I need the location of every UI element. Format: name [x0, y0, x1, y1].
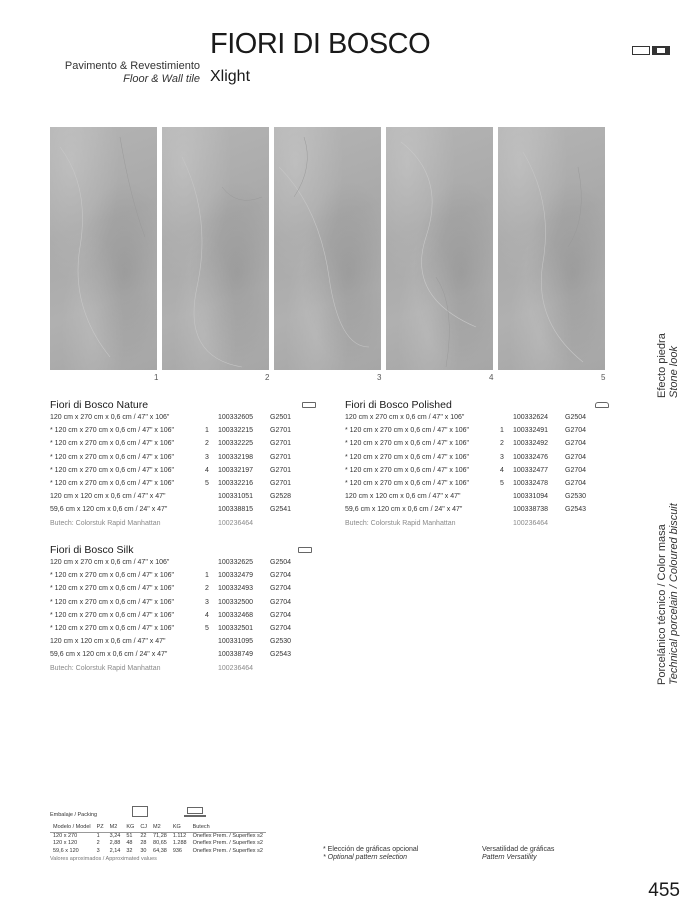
product-code: 100332468	[218, 611, 254, 619]
product-row	[345, 503, 609, 516]
packing-table	[50, 812, 266, 862]
product-row	[50, 556, 312, 569]
product-row	[50, 648, 312, 661]
product-row	[50, 609, 312, 622]
packing-row	[50, 848, 266, 856]
product-code: 100332493	[218, 585, 254, 593]
pattern-number	[205, 648, 218, 661]
pattern-number	[205, 556, 218, 569]
tile-image-1	[50, 127, 157, 370]
floor-format-icon	[652, 46, 670, 55]
product-code: 100332215	[218, 427, 254, 435]
packing-cell: 2,14	[109, 847, 121, 854]
pattern-number: 3	[205, 453, 209, 461]
grade-code: G2701	[270, 453, 292, 461]
product-row	[50, 451, 316, 464]
packing-header-cell: Modelo / Model	[50, 824, 94, 832]
grade-code: G2701	[270, 440, 292, 448]
packing-cell: Oneflex Prem. / Superflex s2	[192, 832, 263, 839]
packing-cell: 22	[140, 832, 147, 839]
butech-row	[345, 517, 609, 530]
grade-code: G2704	[270, 624, 292, 632]
product-code: 100332625	[218, 559, 254, 566]
packing-header-cell: Butech	[190, 824, 266, 832]
product-row	[50, 503, 316, 516]
product-code: 100338749	[218, 651, 254, 659]
format-size: 120 cm x 270 cm x 0,6 cm / 47" x 106"	[345, 414, 465, 421]
format-size: 120 cm x 270 cm x 0,6 cm / 47" x 106"	[50, 559, 170, 566]
grade-code: G2704	[565, 466, 587, 474]
packing-icons	[132, 806, 206, 817]
category-label-en: Floor & Wall tile	[123, 73, 200, 85]
grade-code: G2543	[270, 651, 292, 659]
butech-label: Butech: Colorstuk Rapid Manhattan	[345, 519, 456, 527]
packing-header-cell: M2	[107, 824, 124, 832]
pattern-number	[205, 635, 218, 648]
format-size: 59,6 cm x 120 cm x 0,6 cm / 24" x 47"	[345, 506, 463, 514]
pattern-number: 2	[205, 440, 209, 448]
packing-row	[50, 832, 266, 840]
product-row	[50, 424, 316, 437]
product-row	[345, 464, 609, 477]
format-size: 120 cm x 270 cm x 0,6 cm / 47" x 106"	[50, 414, 170, 421]
product-code: 100332492	[513, 440, 549, 448]
format-size: * 120 cm x 270 cm x 0,6 cm / 47" x 106"	[50, 466, 175, 474]
format-size: * 120 cm x 270 cm x 0,6 cm / 47" x 106"	[50, 585, 175, 593]
format-size: * 120 cm x 270 cm x 0,6 cm / 47" x 106"	[345, 453, 470, 461]
grade-code: G2504	[270, 559, 292, 566]
product-row	[345, 437, 609, 450]
wall-format-icon	[632, 46, 650, 55]
product-row	[50, 477, 316, 490]
pattern-number: 4	[205, 611, 209, 619]
grade-code: G2701	[270, 466, 292, 474]
pattern-number	[500, 503, 513, 516]
product-row	[50, 464, 316, 477]
product-row	[50, 582, 312, 595]
pattern-number: 2	[205, 585, 209, 593]
format-size: * 120 cm x 270 cm x 0,6 cm / 47" x 106"	[345, 466, 470, 474]
tile-number: 1	[154, 373, 159, 382]
product-block-nature	[50, 399, 316, 530]
packing-header-cell: PZ	[94, 824, 107, 832]
packing-title: Embalaje / Packing	[50, 812, 98, 818]
product-code: 100331094	[513, 493, 549, 501]
header-icons	[632, 46, 670, 55]
pattern-number: 4	[500, 466, 504, 474]
body-en: Technical porcelain / Coloured biscuit	[668, 503, 680, 685]
product-row	[345, 477, 609, 490]
tile-number: 4	[489, 373, 494, 382]
product-row	[50, 622, 312, 635]
product-code: 100332479	[218, 572, 254, 580]
versatility-note-es: Versatilidad de gráficas	[482, 846, 555, 853]
grade-code: G2504	[565, 414, 587, 421]
grade-code: G2541	[270, 506, 292, 514]
product-name: Fiori di Bosco Nature	[50, 399, 149, 411]
pattern-number: 2	[500, 440, 504, 448]
grade-code: G2528	[270, 493, 292, 501]
tile-image-2	[162, 127, 269, 370]
pattern-number: 3	[500, 453, 504, 461]
packing-row	[50, 840, 266, 848]
pattern-number	[500, 490, 513, 503]
tile-number: 2	[265, 373, 270, 382]
product-code: 100332478	[513, 479, 549, 487]
format-size: * 120 cm x 270 cm x 0,6 cm / 47" x 106"	[345, 427, 470, 435]
pattern-number: 3	[205, 598, 209, 606]
format-size: 120 cm x 120 cm x 0,6 cm / 47" x 47"	[50, 638, 166, 646]
grade-code: G2704	[565, 479, 587, 487]
versatility-note	[482, 846, 554, 862]
box-icon	[132, 806, 148, 817]
format-size: * 120 cm x 270 cm x 0,6 cm / 47" x 106"	[50, 440, 175, 448]
versatility-note-en: Pattern Versatility	[482, 854, 537, 861]
product-row	[50, 596, 312, 609]
product-rows	[50, 411, 316, 530]
packing-header-row	[50, 824, 266, 832]
grade-code: G2701	[270, 427, 292, 435]
product-code: 100338738	[513, 506, 549, 514]
format-size: * 120 cm x 270 cm x 0,6 cm / 47" x 106"	[50, 427, 175, 435]
packing-cell: 51	[126, 832, 133, 839]
grade-code: G2704	[270, 572, 292, 580]
tile-number: 3	[377, 373, 382, 382]
look-en: Stone look	[668, 346, 680, 398]
butech-code: 100236464	[218, 664, 254, 672]
pattern-number: 5	[500, 479, 504, 487]
product-row	[50, 411, 316, 424]
packing-cell: 64,38	[153, 847, 167, 854]
format-size: 120 cm x 120 cm x 0,6 cm / 47" x 47"	[345, 493, 461, 501]
packing-cell: 2,88	[109, 840, 121, 846]
product-name: Fiori di Bosco Silk	[50, 544, 134, 556]
grade-code: G2530	[270, 638, 292, 646]
pattern-number	[205, 411, 218, 424]
natural-finish-icon	[302, 402, 316, 408]
category-label-es: Pavimento & Revestimiento	[64, 60, 200, 72]
grade-code: G2704	[270, 611, 292, 619]
product-code: 100332500	[218, 598, 254, 606]
grade-code: G2704	[270, 585, 292, 593]
product-code: 100332477	[513, 466, 549, 474]
tile-image-4	[386, 127, 493, 370]
butech-row	[50, 662, 312, 675]
butech-code: 100236464	[218, 519, 254, 527]
packing-cell: 59,6 x 120	[53, 847, 79, 854]
packing-header-cell: KG	[170, 824, 190, 832]
product-code: 100332624	[513, 414, 549, 421]
packing-cell: 1	[96, 832, 100, 839]
pattern-number: 5	[205, 624, 209, 632]
grade-code: G2704	[565, 427, 587, 435]
tile-image-5	[498, 127, 605, 370]
format-size: * 120 cm x 270 cm x 0,6 cm / 47" x 106"	[50, 598, 175, 606]
grade-code: G2543	[565, 506, 587, 514]
product-row	[345, 451, 609, 464]
product-code: 100332501	[218, 624, 254, 632]
product-rows	[50, 556, 312, 675]
butech-row	[50, 517, 316, 530]
format-size: * 120 cm x 270 cm x 0,6 cm / 47" x 106"	[50, 611, 175, 619]
pattern-number: 1	[500, 427, 504, 435]
product-code: 100332225	[218, 440, 254, 448]
pattern-note	[323, 846, 418, 862]
side-label-body	[656, 503, 680, 685]
product-row	[345, 411, 609, 424]
look-es: Efecto piedra	[656, 333, 668, 398]
packing-cell: 71,28	[153, 832, 167, 839]
pattern-number: 4	[205, 466, 209, 474]
product-code: 100332605	[218, 414, 254, 421]
body-es: Porcelánico técnico / Color masa	[656, 524, 668, 685]
product-code: 100338815	[218, 506, 254, 514]
silk-finish-icon	[298, 547, 312, 553]
tile-gallery	[50, 127, 605, 370]
pattern-number: 1	[205, 427, 209, 435]
product-code: 100332197	[218, 466, 254, 474]
tile-number: 5	[601, 373, 606, 382]
format-size: 59,6 cm x 120 cm x 0,6 cm / 24" x 47"	[50, 651, 168, 659]
packing-cell: 1.112	[172, 832, 187, 839]
product-row	[50, 569, 312, 582]
page-number: 455	[648, 880, 680, 901]
packing-cell: Oneflex Prem. / Superflex s2	[192, 847, 263, 854]
pattern-number	[500, 411, 513, 424]
packing-cell: 120 x 120	[53, 840, 78, 846]
grade-code: G2501	[270, 414, 292, 421]
product-rows	[345, 411, 609, 530]
format-size: * 120 cm x 270 cm x 0,6 cm / 47" x 106"	[50, 479, 175, 487]
butech-label: Butech: Colorstuk Rapid Manhattan	[50, 519, 161, 527]
collection-subtitle: Xlight	[210, 68, 251, 85]
packing-cell: 2	[96, 840, 100, 846]
product-row	[50, 490, 316, 503]
product-row	[345, 424, 609, 437]
format-size: * 120 cm x 270 cm x 0,6 cm / 47" x 106"	[50, 572, 175, 580]
packing-cell: Oneflex Prem. / Superflex s2	[192, 840, 263, 846]
packing-cell: 30	[140, 847, 147, 854]
side-label-look	[656, 333, 680, 398]
product-name: Fiori di Bosco Polished	[345, 399, 452, 411]
format-size: * 120 cm x 270 cm x 0,6 cm / 47" x 106"	[50, 453, 175, 461]
format-size: * 120 cm x 270 cm x 0,6 cm / 47" x 106"	[50, 624, 175, 632]
pattern-note-es: * Elección de gráficas opcional	[323, 846, 419, 853]
product-row	[50, 635, 312, 648]
packing-cell: 936	[172, 847, 182, 854]
butech-code: 100236464	[513, 519, 549, 527]
product-code: 100332198	[218, 453, 254, 461]
product-block-silk	[50, 544, 312, 675]
polished-finish-icon	[595, 402, 609, 408]
butech-label: Butech: Colorstuk Rapid Manhattan	[50, 664, 161, 672]
pattern-number	[205, 490, 218, 503]
pattern-note-en: * Optional pattern selection	[323, 854, 408, 861]
format-size: 59,6 cm x 120 cm x 0,6 cm / 24" x 47"	[50, 506, 168, 514]
grade-code: G2704	[565, 440, 587, 448]
pattern-number: 5	[205, 479, 209, 487]
packing-header-cell: CJ	[137, 824, 150, 832]
grade-code: G2704	[270, 598, 292, 606]
packing-cell: 48	[126, 840, 133, 846]
packing-cell: 3,24	[109, 832, 121, 839]
packing-cell: 32	[126, 847, 133, 854]
product-code: 100332476	[513, 453, 549, 461]
product-row	[345, 490, 609, 503]
packing-cell: 120 x 270	[53, 832, 78, 839]
page-title: FIORI DI BOSCO	[210, 28, 431, 60]
product-block-polished	[345, 399, 609, 530]
packing-cell: 80,65	[153, 840, 167, 846]
product-code: 100331051	[218, 493, 254, 501]
packing-footnote: Valores aproximados / Approximated values	[50, 856, 157, 862]
product-code: 100332491	[513, 427, 549, 435]
grade-code: G2701	[270, 479, 292, 487]
pallet-icon	[184, 806, 206, 817]
tile-image-3	[274, 127, 381, 370]
product-row	[50, 437, 316, 450]
grade-code: G2704	[565, 453, 587, 461]
format-size: * 120 cm x 270 cm x 0,6 cm / 47" x 106"	[345, 479, 470, 487]
format-size: 120 cm x 120 cm x 0,6 cm / 47" x 47"	[50, 493, 166, 501]
product-code: 100332216	[218, 479, 254, 487]
packing-cell: 28	[140, 840, 147, 846]
product-code: 100331095	[218, 638, 254, 646]
packing-header-cell: M2	[150, 824, 170, 832]
grade-code: G2530	[565, 493, 587, 501]
pattern-number	[205, 503, 218, 516]
packing-cell: 3	[96, 847, 100, 854]
packing-cell: 1.288	[172, 840, 187, 846]
pattern-number: 1	[205, 572, 209, 580]
packing-header-cell: KG	[123, 824, 137, 832]
format-size: * 120 cm x 270 cm x 0,6 cm / 47" x 106"	[345, 440, 470, 448]
